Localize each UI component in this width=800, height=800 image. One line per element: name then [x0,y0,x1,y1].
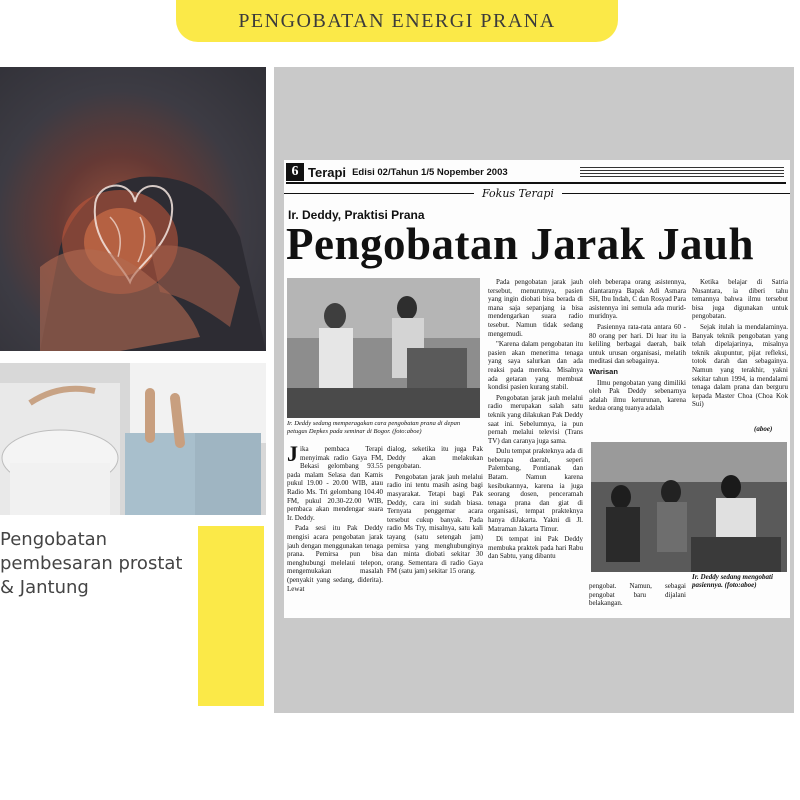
edition-info: Edisi 02/Tahun 1/5 Nopember 2003 [352,166,508,178]
col1-paragraph: ika pembaca Terapi menyimak radio Gaya FM, Bekasi gelombang 93.55 pada malam Selasa dan Kamis pukul 19.00 - 20.00 WIB, atau Radio Ms. Tri gelombang 104.40 FM, pukul 20.30-22.00 WIB, pembaca akan mendengar suara Ir. Deddy. [287,445,383,522]
author-signature: (aboe) [754,425,773,433]
article-kicker: Ir. Deddy, Praktisi Prana [288,208,425,222]
article-column-3 [488,278,583,615]
yellow-accent-block [198,526,264,706]
col2-paragraph: dialog, seketika itu juga Pak Deddy akan melakukan pengobatan. [387,445,483,471]
col3-paragraph-5: Di tempat ini Pak Deddy membuka praktek pada hari Rabu dan Sabtu, yang dibantu [488,535,583,561]
col3-paragraph-2: "Karena dalam pengobatan itu pasien akan menerima tenaga yang saya salurkan dan ada reaksi pada mereka. Misalnya ada getaran yang membuat kondisi pasien kurang stabil. [488,340,583,392]
col4-paragraph-3: Ilmu pengobatan yang dimiliki oleh Pak Deddy sebenarnya adalah ilmu keturunan, karena kedua orang tuanya adalah [589,378,686,413]
col5-paragraph-2: Sejak itulah ia mendalaminya. Banyak teknik pengobatan yang telah dipelajarinya, misalnya teknik akupuntur, pijat refleksi, totok darah dan sebagainya. Namun yang terakhir, yakni sekitar tahun 1994, ia mendalami tenaga dalam prana dan berguru kepada Master Choa (Choa Kok Sui) [692,322,788,409]
rubric-title: Terapi [308,164,347,180]
article-column-4 [589,278,686,448]
seminar-photo [287,278,480,418]
col2-paragraph-2: Pengobatan jarak jauh melalui radio ini tentu masih asing bagi masyarakat. Tetapi bagi Pak Deddy, cara ini sudah biasa. Ternyata penggemar acara tersebut cukup banyak. Pada radio Ms Try, misalnya, satu kali tayang (satu setengah jam) pemirsa yang menghubunginya dan minta diobati sekitar 30 orang. Sementara di radio Gaya FM (satu jam) sekitar 15 orang. [387,472,483,576]
page-number: 6 [286,163,304,181]
section-label [284,186,790,200]
col5-paragraph-1: Ketika belajar di Satria Nusantara, ia diberi tahu temannya bahwa ilmu tersebut bisa juga digunakan untuk pengobatan. [692,278,788,321]
col3-paragraph-1: Pada pengobatan jarak jauh tersebut, menurutnya, pasien yang ingin diobati bisa berada di mana saja sepanjang ia bisa mendengarkan suara radio tesebut. Namun tidak sedang mengemudi. [488,278,583,338]
seminar-photo-caption: Ir. Deddy sedang memperagakan cara pengobatan prana di depan petugas Depkes pada seminar di Bogor. (foto:aboe) [287,420,461,435]
left-caption: Pengobatan pembesaran prostat & Jantung [0,529,183,598]
col4-paragraph-1: oleh beberapa orang asistennya, diantaranya Bapak Adi Asmara SH, Ibu Indah, C dan Rosyad Para asistennya ini semula ada murid-muridnya. [589,278,686,321]
article-column-1 [287,445,383,615]
col3-paragraph-3: Pengobatan jarak jauh melalui radio merupakan salah satu teknik yang dilakukan Pak Deddy saat ini. Sebelumnya, ia pun pernah melalui televisi (Trans TV) dan caranya juga sama. [488,393,583,445]
drop-cap: J [287,445,298,466]
newspaper-clipping [284,160,790,618]
toilet-photo [0,363,266,515]
col4-paragraph-4: pengobat. Namun, sebagai pengobat baru dijalani belakangan. [589,582,686,608]
col3-paragraph-4: Dulu tempat prakteknya ada di beberapa daerah, seperi Palembang, Pontianak dan Batam. Namun karena kesibukannya, karena ia juga seorang dosen, penceramah tenaga prana dan giat di organisasi, tempat prakteknya hanya diJakarta. Yakni di Jl. Matraman Jakarta Timur. [488,447,583,533]
treatment-photo [591,442,787,572]
col1-paragraph-2: Pada sesi itu Pak Deddy mengisi acara pengobatan jarak jauh dengan menggunakan tenaga prana. Pemirsa pun bisa menghubungi melelaui telepon, mengemukakan masalah (penyakit yang sedang, diderita). Lewat [287,524,383,593]
article-column-2 [387,445,483,615]
chest-pain-photo [0,67,266,351]
banner-title: PENGOBATAN ENERGI PRANA [176,0,618,42]
article-headline: Pengobatan Jarak Jauh [286,219,755,269]
col4-subheading: Warisan [589,366,618,376]
treatment-photo-caption: Ir. Deddy sedang mengobati pasiennya. (foto:aboe) [692,573,773,589]
header-rule [286,182,786,184]
header-stripes [580,165,784,177]
article-column-5 [692,278,788,448]
article-column-4-continued [589,582,686,614]
section-label-text: Fokus Terapi [482,186,554,200]
col4-paragraph-2: Pasiennya rata-rata antara 60 - 80 orang per hari. Di luar itu ia keliling berbagai daerah, baik untuk urusan organisasi, melatih meditasi dan sebagainya. [589,322,686,366]
